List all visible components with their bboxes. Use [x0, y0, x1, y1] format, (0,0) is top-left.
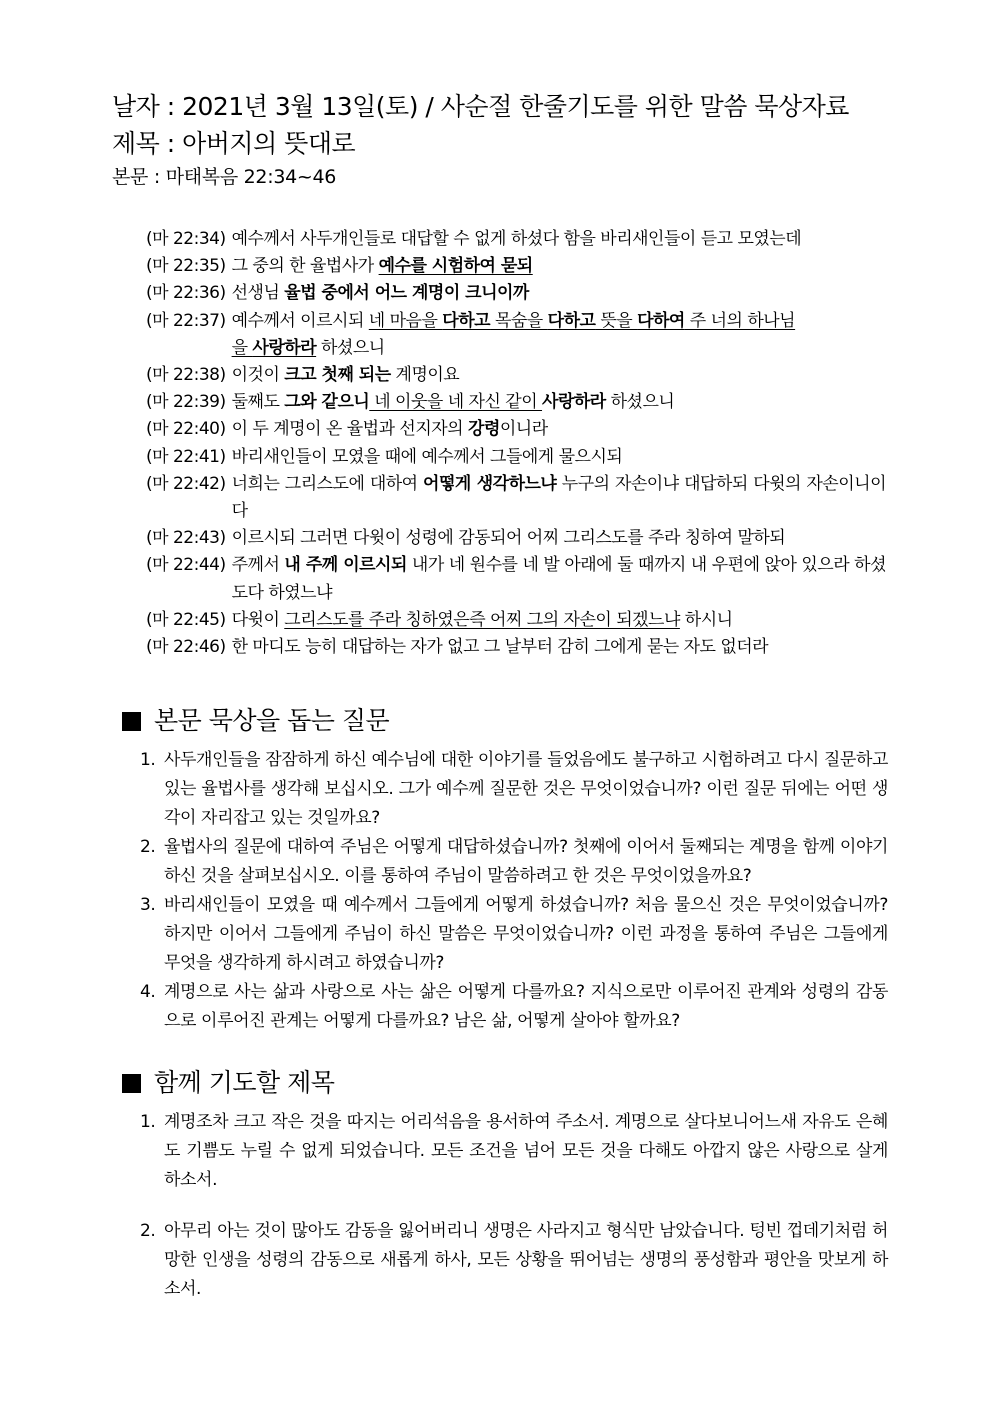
- verse-emphasis: 사랑하라: [252, 337, 317, 358]
- questions-section-title: [122, 704, 389, 738]
- item-text: 사두개인들을 잠잠하게 하신 예수님에 대한 이야기를 들었음에도 불구하고 시험하려고 다시 질문하고 있는 율법사를 생각해 보십시오. 그가 예수께 질문한 것은 무엇이었습니까? 이런 질문 뒤에는 어떤 생각이 자리잡고 있는 것일까요?: [164, 750, 888, 828]
- verse-list: [146, 226, 886, 661]
- verse-emphasis: 다하여: [637, 310, 685, 331]
- verse-underline: 네 이웃을 네 자신 같이: [369, 392, 543, 413]
- question-item: [140, 978, 888, 1036]
- verse-22-35: [146, 253, 886, 280]
- item-number: 3.: [140, 895, 156, 915]
- black-square-icon: [122, 712, 141, 731]
- verse-ref: (마 22:39): [146, 392, 226, 413]
- question-item: [140, 746, 888, 833]
- verse-22-37: [146, 308, 886, 362]
- prayer-list: [140, 1108, 888, 1304]
- prayer-item: [140, 1108, 888, 1195]
- prayer-section-title: [122, 1066, 334, 1100]
- item-number: 2.: [140, 837, 156, 857]
- title-line: 제목 : 아버지의 뜻대로: [112, 129, 356, 158]
- verse-text: [226, 607, 886, 634]
- verse-text-plain: 이 두 계명이 온 율법과 선지자의: [231, 419, 469, 440]
- verse-underline: 을: [231, 337, 253, 358]
- verse-underline: 주 너의 하나님: [684, 310, 796, 331]
- verse-text-plain: 누구의 자손이냐 대답하되 다윗의 자손이니이다: [231, 473, 886, 522]
- verse-emphasis: 강령: [468, 419, 500, 440]
- question-item: [140, 891, 888, 978]
- item-number: 4.: [140, 982, 156, 1002]
- verse-text: [226, 308, 886, 362]
- verse-underline: 네 마음을: [368, 310, 443, 331]
- item-spacer: [140, 1195, 888, 1217]
- verse-text-plain: 둘째도: [231, 392, 285, 413]
- item-number: 2.: [140, 1221, 156, 1241]
- verse-text-plain: 선생님: [231, 283, 285, 304]
- verse-text: [226, 253, 886, 280]
- verse-underline: 목숨을: [490, 310, 548, 331]
- verse-22-44: [146, 552, 886, 606]
- item-number: 1.: [140, 750, 156, 770]
- verse-emphasis: 내 주께 이르시되: [284, 555, 407, 576]
- verse-text-plain: 예수께서 이르시되: [231, 310, 369, 331]
- verse-22-46: [146, 634, 886, 661]
- verse-ref: (마 22:40): [146, 419, 226, 440]
- verse-22-39: [146, 389, 886, 416]
- item-text: 율법사의 질문에 대하여 주님은 어떻게 대답하셨습니까? 첫째에 이어서 둘째되는 계명을 함께 이야기하신 것을 살펴보십시오. 이를 통하여 주님이 말씀하려고 한 것은 무엇이었을까요?: [164, 837, 888, 886]
- verse-continuation: [232, 335, 886, 362]
- verse-22-38: [146, 362, 886, 389]
- verse-underline: 그리스도를 주라 칭하였은즉 어찌 그의 자손이 되겠느냐: [284, 609, 680, 630]
- verse-text-plain: 다윗이: [231, 609, 285, 630]
- verse-text: [226, 471, 886, 525]
- document-header: [112, 88, 912, 192]
- verse-ref: (마 22:46): [146, 637, 226, 658]
- verse-ref: (마 22:42): [146, 473, 226, 494]
- verse-text: [226, 552, 886, 606]
- verse-emphasis: 어떻게 생각하느냐: [423, 473, 557, 494]
- prayer-item: [140, 1217, 888, 1304]
- verse-ref: (마 22:37): [146, 310, 226, 331]
- verse-text: [226, 362, 886, 389]
- verse-22-41: [146, 444, 886, 471]
- black-square-icon: [122, 1074, 141, 1093]
- verse-22-36: [146, 280, 886, 307]
- verse-ref: (마 22:41): [146, 446, 226, 467]
- question-item: [140, 833, 888, 891]
- item-number: 1.: [140, 1112, 156, 1132]
- verse-text-plain: 주께서: [231, 555, 285, 576]
- verse-text-plain: 너희는 그리스도에 대하여: [231, 473, 424, 494]
- verse-ref: (마 22:38): [146, 365, 226, 386]
- item-text: 계명으로 사는 삶과 사랑으로 사는 삶은 어떻게 다를까요? 지식으로만 이루어진 관계와 성령의 감동으로 이루어진 관계는 어떻게 다를까요? 남은 삶, 어떻게 살아야 할까요?: [164, 982, 888, 1031]
- verse-ref: (마 22:35): [146, 256, 226, 277]
- section-title-text: 함께 기도할 제목: [154, 1068, 335, 1097]
- verse-22-43: [146, 525, 886, 552]
- verse-text-plain: 하시니: [679, 609, 733, 630]
- verse-ref: (마 22:43): [146, 528, 226, 549]
- section-title-text: 본문 묵상을 돕는 질문: [154, 706, 390, 735]
- verse-text-plain: 이것이: [231, 365, 285, 386]
- verse-ref: (마 22:44): [146, 555, 226, 576]
- verse-ref: (마 22:36): [146, 283, 226, 304]
- verse-22-40: [146, 416, 886, 443]
- verse-22-42: [146, 471, 886, 525]
- item-text: 계명조차 크고 작은 것을 따지는 어리석음을 용서하여 주소서. 계명으로 살다보니어느새 자유도 은혜도 기쁨도 누릴 수 없게 되었습니다. 모든 조건을 넘어 모든 것을 다해도 아깝지 않은 사랑으로 살게 하소서.: [164, 1112, 888, 1190]
- verse-emphasis: 예수를 시험하여 묻되: [378, 256, 533, 277]
- verse-text-plain: 계명이요: [390, 365, 460, 386]
- verse-emphasis: 다하고: [442, 310, 491, 331]
- verse-22-34: [146, 226, 886, 253]
- question-list: [140, 746, 888, 1036]
- verse-ref: (마 22:45): [146, 609, 226, 630]
- verse-text-plain: 하셨으니: [605, 392, 675, 413]
- item-text: 아무리 아는 것이 많아도 감동을 잃어버리니 생명은 사라지고 형식만 남았습니다. 텅빈 껍데기처럼 허망한 인생을 성령의 감동으로 새롭게 하사, 모든 상황을 뛰어넘는 생명의 풍성함과 평안을 맛보게 하소서.: [164, 1221, 888, 1299]
- verse-emphasis: 율법 중에서 어느 계명이 크니이까: [284, 283, 529, 304]
- date-line: 날자 : 2021년 3월 13일(토) / 사순절 한줄기도를 위한 말씀 묵상자료: [112, 92, 849, 121]
- verse-text: [226, 280, 886, 307]
- verse-text: 바리새인들이 모였을 때에 예수께서 그들에게 물으시되: [231, 446, 623, 467]
- verse-text-plain: 그 중의 한 율법사가: [231, 256, 379, 277]
- scripture-line: 본문 : 마태복음 22:34~46: [112, 166, 337, 188]
- verse-text-plain: 내가 네 원수를 네 발 아래에 둘 때까지 내 우편에 앉아 있으라 하셨도다 하였느냐: [231, 555, 886, 603]
- verse-text: [226, 389, 886, 416]
- verse-text: [226, 416, 886, 443]
- verse-underline: 뜻을: [595, 310, 638, 331]
- verse-emphasis: 그와 같으니: [284, 392, 370, 413]
- verse-text: 이르시되 그러면 다윗이 성령에 감동되어 어찌 그리스도를 주라 칭하여 말하되: [231, 528, 786, 549]
- item-text: 바리새인들이 모였을 때 예수께서 그들에게 어떻게 하셨습니까? 처음 물으신 것은 무엇이었습니까? 하지만 이어서 그들에게 주님이 하신 말씀은 무엇이었습니까? 이런 과정을 통하여 주님은 그들에게 무엇을 생각하게 하시려고 하였습니까?: [164, 895, 888, 973]
- verse-emphasis: 사랑하라: [542, 392, 606, 413]
- verse-text: 한 마디도 능히 대답하는 자가 없고 그 날부터 감히 그에게 묻는 자도 없더라: [231, 637, 769, 658]
- verse-text-plain: 하셨으니: [316, 337, 385, 358]
- verse-22-45: [146, 607, 886, 634]
- verse-emphasis: 크고 첫째 되는: [284, 365, 391, 386]
- verse-ref: (마 22:34): [146, 229, 226, 249]
- verse-text: 예수께서 사두개인들로 대답할 수 없게 하셨다 함을 바리새인들이 듣고 모였는데: [231, 229, 802, 249]
- verse-emphasis: 다하고: [547, 310, 596, 331]
- verse-text-plain: 이니라: [499, 419, 548, 440]
